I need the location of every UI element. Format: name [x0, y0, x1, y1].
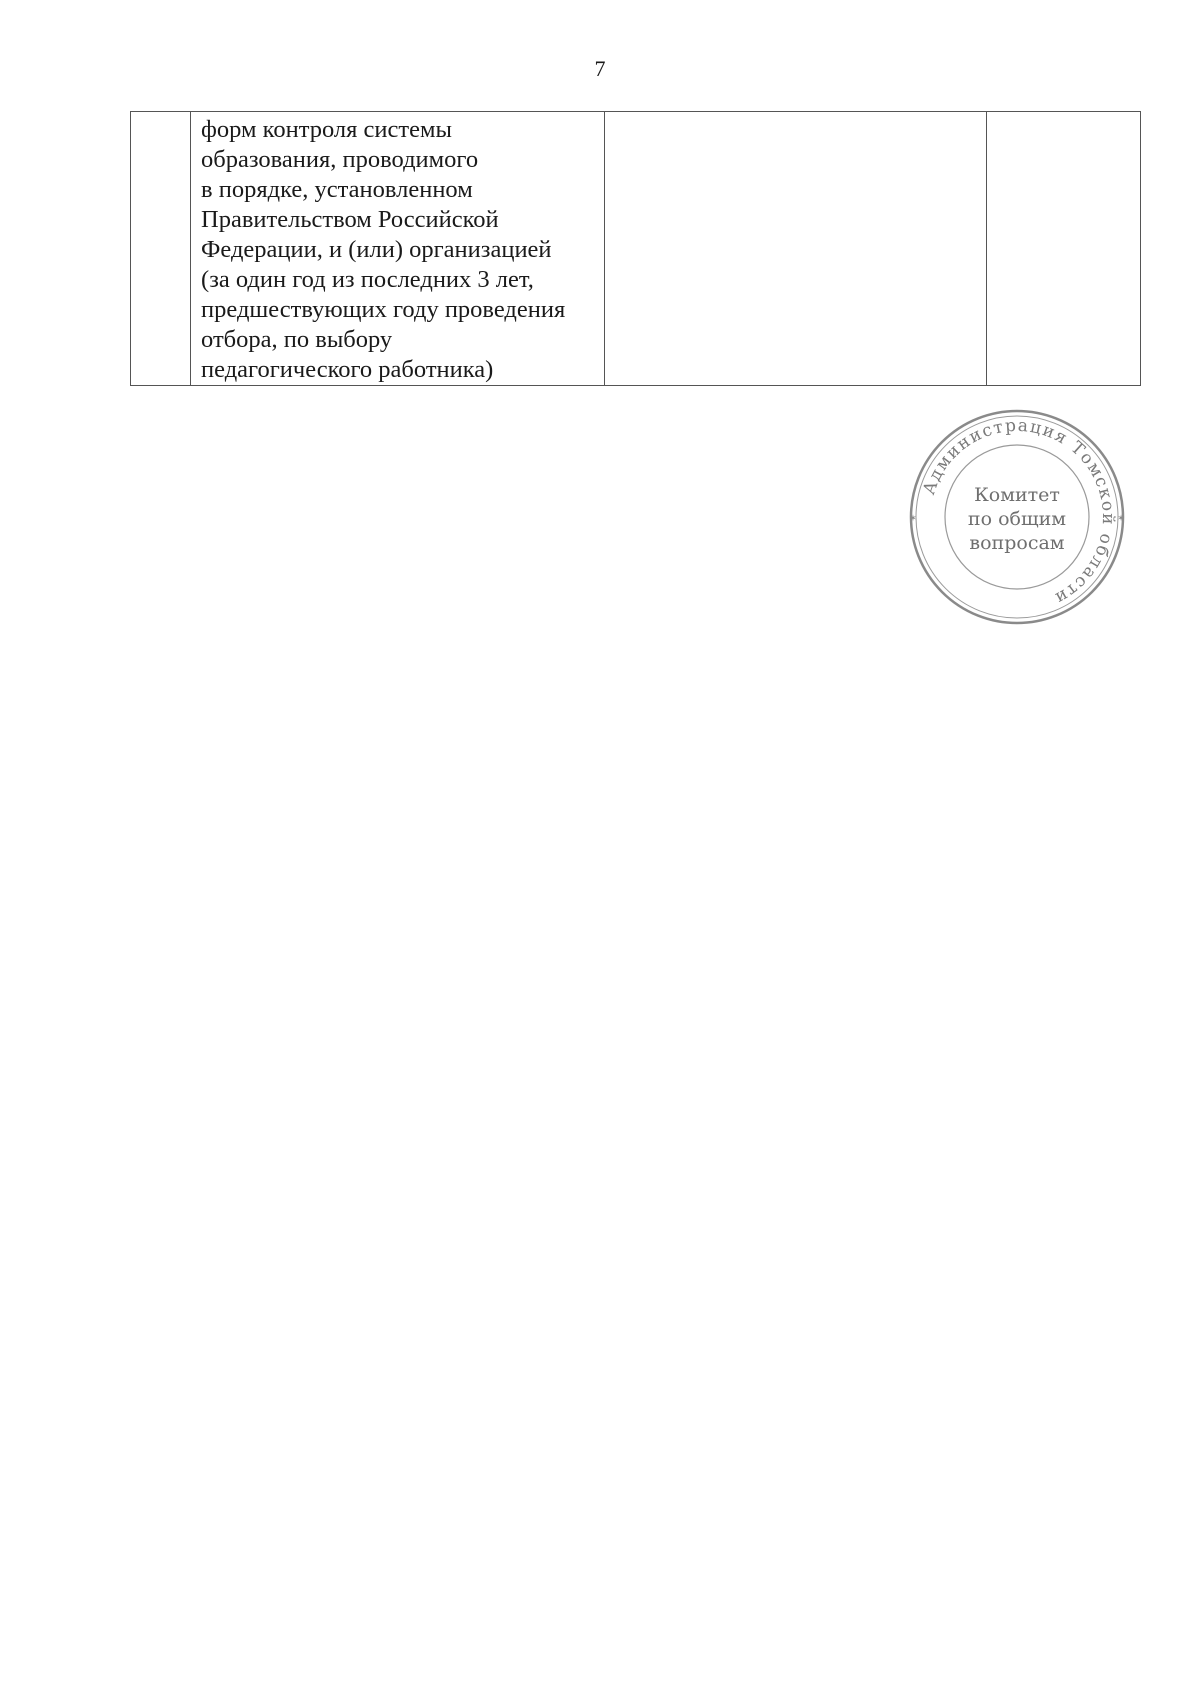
- official-seal-stamp: [905, 405, 1129, 629]
- seal-graphic: [905, 405, 1129, 629]
- criteria-table: [130, 111, 1141, 386]
- seal-ring-textpath: Администрация Томской области: [919, 415, 1119, 609]
- page-number: 7: [594, 56, 606, 81]
- seal-center-line-3: вопросам: [969, 532, 1065, 554]
- seal-center-line-2: по общим: [967, 508, 1067, 530]
- seal-center-line-1: Комитет: [974, 484, 1060, 506]
- seal-star-icon: ✶: [1117, 513, 1125, 523]
- table-row: [131, 112, 1141, 386]
- row-number-cell: [131, 112, 191, 386]
- criterion-description-cell: [191, 112, 605, 386]
- seal-star-icon: ✶: [909, 513, 917, 523]
- note-cell: [986, 112, 1140, 386]
- criterion-description-text: форм контроля системы образования, проводимого в порядке, установленном Правительством Российской Федерации, и (или) организацией (за один год из последних 3 лет, предшествующих году проведения отбора, по выбору педагогического работника): [201, 116, 566, 383]
- score-cell: [605, 112, 986, 386]
